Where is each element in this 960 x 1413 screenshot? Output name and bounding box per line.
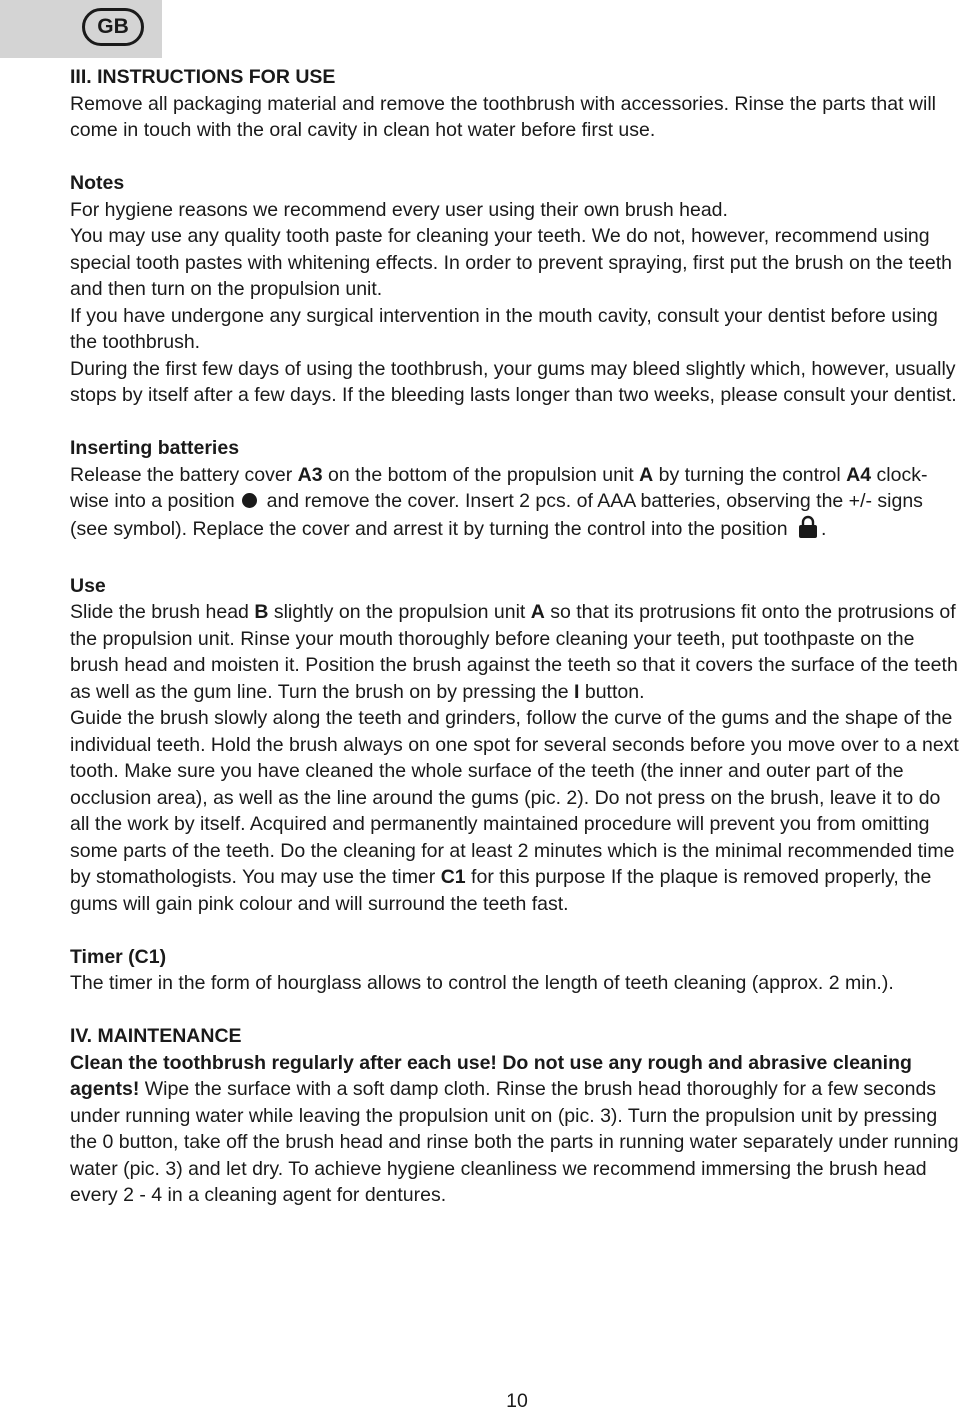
use-heading: Use bbox=[70, 574, 106, 597]
notes-paragraph-1: For hygiene reasons we recommend every user using their own brush head. bbox=[70, 198, 728, 221]
unlock-position-dot-icon bbox=[242, 493, 257, 508]
batteries-heading: Inserting batteries bbox=[70, 437, 240, 459]
manual-content bbox=[70, 64, 960, 1209]
notes-paragraph-2: You may use any quality tooth paste for cleaning your teeth. We do not, however, recommend using special tooth pastes with whitening effects. In order to prevent spraying, first put the brush on the teeth and then turn on the propulsion unit. bbox=[70, 225, 952, 300]
maintenance-paragraph: Clean the toothbrush regularly after each use! Do not use any rough and abrasive cleaning agents! Wipe the surface with a soft damp cloth. Rinse the brush head thoroughly for a few seconds under running water while leaving the propulsion unit on (pic. 3). Turn the propulsion unit by pressing the 0 button, take off the brush head and rinse both the parts in running water separately under running water (pic. 3) and let dry. To achieve hygiene cleanliness we recommend immersing the brush head every 2 - 4 in a cleaning agent for dentures. bbox=[70, 1051, 959, 1206]
timer-paragraph: The timer in the form of hourglass allows to control the length of teeth cleaning (approx. 2 min.). bbox=[70, 972, 894, 994]
timer-heading: Timer (C1) bbox=[70, 945, 167, 968]
notes-heading: Notes bbox=[70, 172, 125, 194]
batteries-paragraph: Release the battery cover A3 on the bottom of the propulsion unit A by turning the control A4 clock-wise into a position and remove the cover. Insert 2 pcs. of AAA batteries, observing the +/- signs (see symbol). Replace the cover and arrest it by turning the control into the position . bbox=[70, 462, 960, 547]
section-title-maintenance: IV. MAINTENANCE bbox=[70, 1025, 242, 1047]
use-paragraph-2: Guide the brush slowly along the teeth and grinders, follow the curve of the gums and the shape of the individual teeth. Hold the brush always on one spot for several seconds before you move over to a next tooth. Make sure you have cleaned the whole surface of the teeth (the inner and outer part of the occlusion area), as well as the line around the gums (pic. 2). Do not press on the brush, leave it to do all the work by itself. Acquired and permanently maintained procedure will prevent you from omitting some parts of the teeth. Do the cleaning for at least 2 minutes which is the minimal recommended time by stomathologists. You may use the timer C1 for this purpose If the plaque is removed properly, the gums will gain pink colour and will surround the teeth fast. bbox=[70, 707, 959, 915]
lock-icon bbox=[797, 515, 819, 547]
language-tab bbox=[0, 0, 162, 58]
notes-paragraph-3: If you have undergone any surgical intervention in the mouth cavity, consult your dentist before using the toothbrush. bbox=[70, 304, 938, 353]
language-badge: GB bbox=[82, 8, 144, 46]
instructions-paragraph: Remove all packaging material and remove the toothbrush with accessories. Rinse the parts that will come in touch with the oral cavity in clean hot water before first use. bbox=[70, 92, 937, 141]
section-title-instructions: III. INSTRUCTIONS FOR USE bbox=[70, 66, 336, 88]
page-number: 10 bbox=[506, 1390, 528, 1412]
notes-paragraph-4: During the first few days of using the toothbrush, your gums may bleed slightly which, however, usually stops by itself after a few days. If the bleeding lasts longer than two weeks, please consult your dentist. bbox=[70, 357, 957, 406]
use-paragraph-1: Slide the brush head B slightly on the propulsion unit A so that its protrusions fit onto the protrusions of the propulsion unit. Rinse your mouth thoroughly before cleaning your teeth, put toothpaste on the brush head and moisten it. Position the brush against the teeth so that it covers the surface of the teeth as well as the gum line. Turn the brush on by pressing the I button. bbox=[70, 601, 958, 703]
